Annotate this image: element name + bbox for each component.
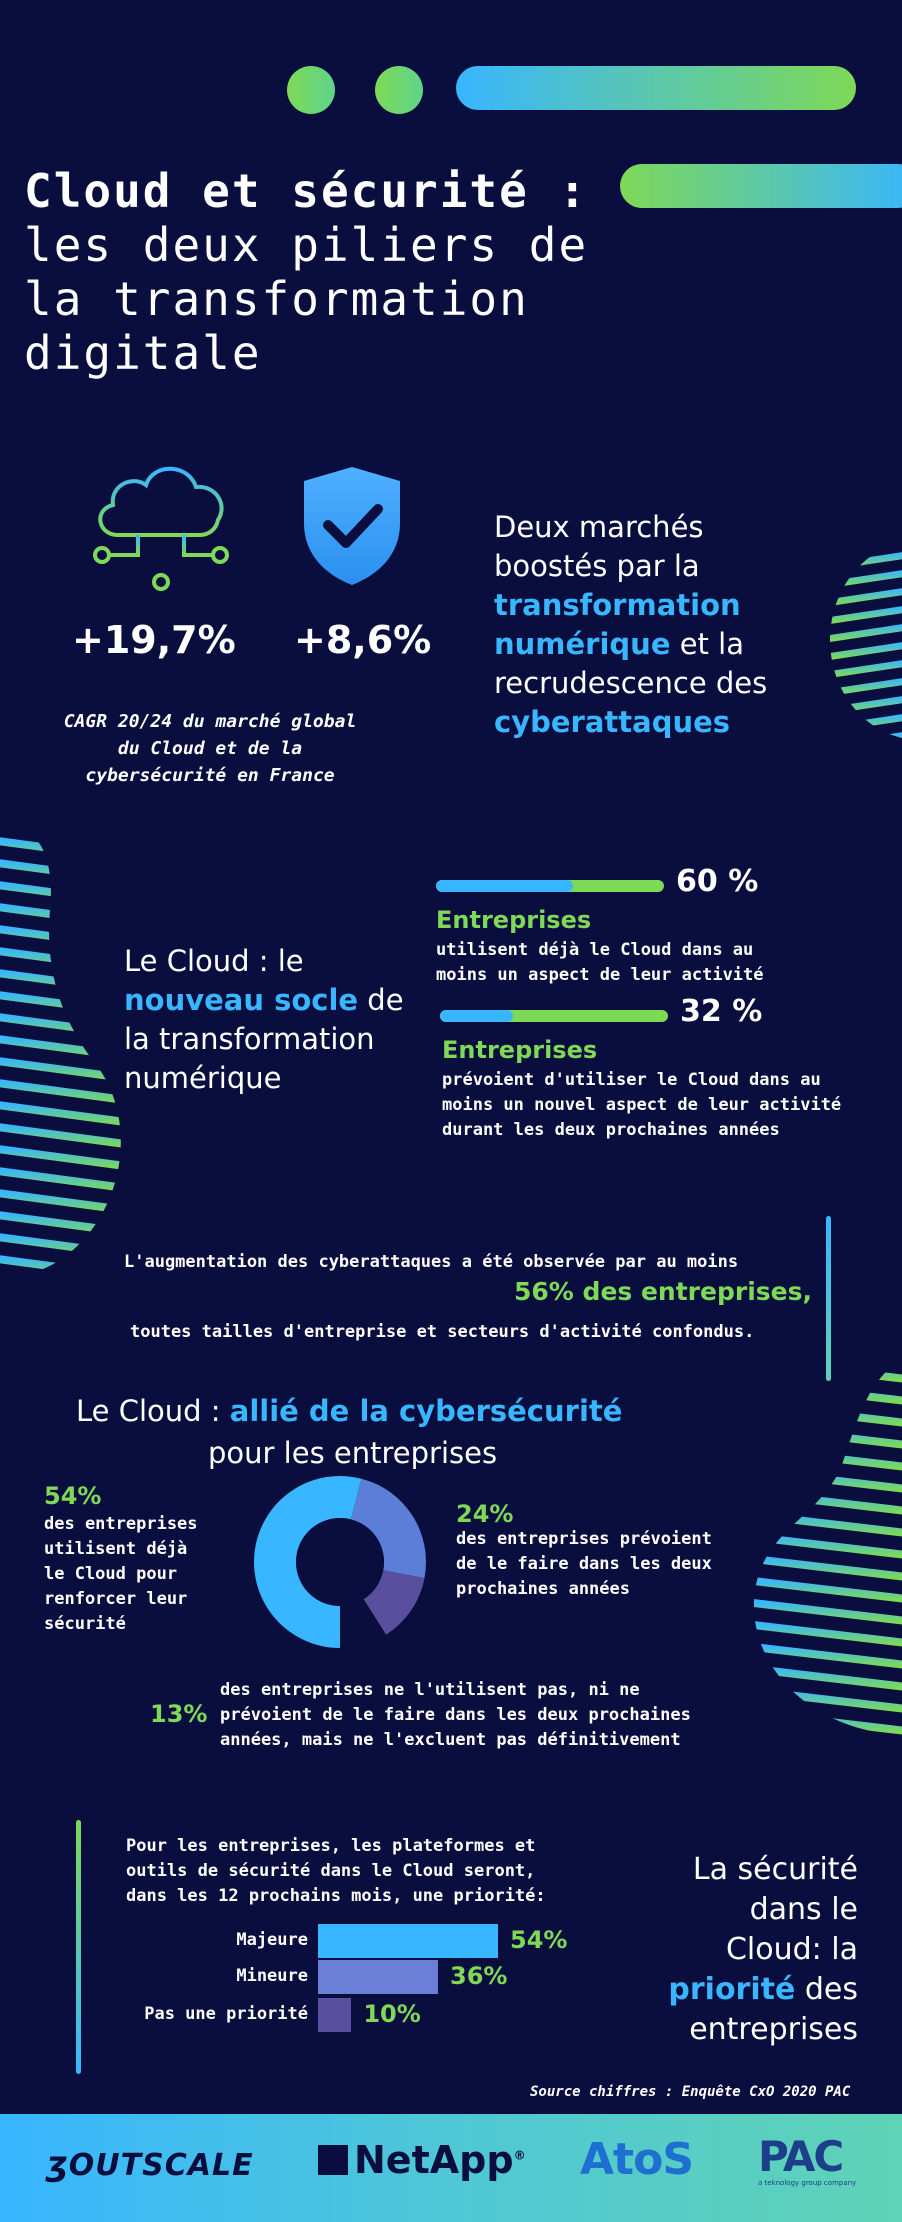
bar1-desc-line-2: moins un aspect de leur activité <box>436 965 764 985</box>
donut-left-desc-4: renforcer leur <box>44 1589 188 1609</box>
bar2-title: Entreprises <box>442 1036 598 1064</box>
priority-side-text <box>640 1850 858 2050</box>
markets-text-line-2 <box>494 547 767 586</box>
cloud-socle-line-2-rest: de <box>358 983 404 1017</box>
priority-category-label: Pas une priorité <box>144 2004 308 2024</box>
cagr-caption-line-1: CAGR 20/24 du marché global <box>63 711 357 732</box>
bar1-desc-line-1: utilisent déjà le Cloud dans au <box>436 940 754 960</box>
donut-bottom-desc-2: prévoient de le faire dans les deux prochaines <box>220 1705 691 1725</box>
priority-bar <box>318 1998 351 2032</box>
priority-side-line-4-part-1: priorité <box>668 1972 796 2007</box>
priority-bar <box>318 1924 498 1958</box>
priority-bar-value: 36% <box>450 1962 508 1990</box>
priority-side-line-3 <box>640 1930 858 1970</box>
cyberattacks-line-1: L'augmentation des cyberattaques a été observée par au moins <box>124 1252 739 1272</box>
progress-fill-32 <box>440 1010 513 1022</box>
priority-intro <box>126 1834 546 1909</box>
priority-side-line-1-part-1: La sécurité <box>692 1852 858 1887</box>
markets-text-line-2-part-1: boostés par la <box>494 549 700 583</box>
priority-side-line-4 <box>640 1970 858 2010</box>
progress-fill-60 <box>436 880 573 892</box>
donut-left-pct: 54% <box>44 1482 102 1510</box>
priority-side-line-5 <box>640 2010 858 2050</box>
priority-divider <box>76 1820 81 2074</box>
cyberattacks-highlight: 56% des entreprises, <box>514 1277 812 1306</box>
pac-logo <box>758 2132 856 2187</box>
page-title-line-1: les deux piliers de <box>24 218 589 272</box>
donut-right-desc-1: des entreprises prévoient <box>456 1529 712 1549</box>
decorative-stripes-right-top <box>830 540 902 740</box>
priority-intro-1: Pour les entreprises, les plateformes et <box>126 1836 536 1856</box>
atos-logo: AtoS <box>580 2134 694 2185</box>
cagr-caption-line-2: du Cloud et de la <box>117 738 303 759</box>
markets-text-line-4 <box>494 625 767 664</box>
donut-left-desc-1: des entreprises <box>44 1514 198 1534</box>
donut-bottom-desc-3: années, mais ne l'excluent pas définitivement <box>220 1730 681 1750</box>
ally-subheading: pour les entreprises <box>208 1436 498 1470</box>
progress-bar-60 <box>436 880 664 892</box>
netapp-n-icon <box>318 2145 348 2175</box>
shield-check-icon <box>300 465 404 587</box>
priority-bar <box>318 1960 438 1994</box>
decorative-stripes-left <box>0 820 130 1280</box>
markets-text-line-1-part-1: Deux marchés <box>494 510 704 544</box>
markets-text-line-5-part-1: recrudescence des <box>494 666 768 700</box>
markets-text-line-6 <box>494 703 767 742</box>
cagr-caption <box>50 708 370 789</box>
priority-side-line-1 <box>640 1850 858 1890</box>
cloud-socle-line-1: Le Cloud : le <box>124 944 304 978</box>
ally-heading-white: Le Cloud : <box>76 1394 230 1428</box>
donut-chart <box>252 1474 428 1650</box>
bar2-desc <box>442 1068 841 1143</box>
page-title-line-3: digitale <box>24 326 262 380</box>
priority-category-label: Majeure <box>236 1930 308 1950</box>
outscale-3ds-icon: ʒ <box>46 2144 69 2184</box>
donut-right-pct: 24% <box>456 1500 514 1528</box>
netapp-registered-icon: ® <box>513 2148 526 2163</box>
priority-intro-2: outils de sécurité dans le Cloud seront, <box>126 1861 536 1881</box>
markets-text-line-6-part-1: cyberattaques <box>494 705 731 739</box>
priority-bar-value: 54% <box>510 1926 568 1954</box>
netapp-logo <box>318 2138 526 2182</box>
donut-bottom-desc-1: des entreprises ne l'utilisent pas, ni ne <box>220 1680 640 1700</box>
priority-side-line-2-part-1: dans le <box>749 1892 858 1927</box>
priority-side-line-3-part-1: Cloud: la <box>725 1932 858 1967</box>
donut-right-desc-3: prochaines années <box>456 1579 630 1599</box>
markets-text-line-3-part-1: transformation <box>494 588 741 622</box>
donut-right-desc <box>456 1527 712 1602</box>
donut-left-desc-3: le Cloud pour <box>44 1564 178 1584</box>
ally-heading-blue: allié de la cybersécurité <box>229 1394 623 1428</box>
security-growth-value: +8,6% <box>294 618 432 662</box>
ally-heading <box>76 1394 622 1428</box>
header-pill-title <box>620 164 902 208</box>
netapp-logo-text: NetApp <box>354 2138 514 2182</box>
outscale-logo <box>46 2144 254 2184</box>
header-pill-top <box>456 66 856 110</box>
page-title-bold: Cloud et sécurité : <box>24 164 589 218</box>
page-title-line-2: la transformation <box>24 272 529 326</box>
markets-text-line-1 <box>494 508 767 547</box>
donut-left-desc <box>44 1512 198 1637</box>
pac-logo-text: PAC <box>758 2132 843 2181</box>
page-title <box>24 164 588 380</box>
bar1-desc <box>436 938 764 988</box>
donut-right-desc-2: de le faire dans les deux <box>456 1554 712 1574</box>
markets-text-line-4-part-2: et la <box>670 627 744 661</box>
donut-left-desc-5: sécurité <box>44 1614 126 1634</box>
cloud-network-icon <box>88 455 234 595</box>
decorative-stripes-right-bottom <box>745 1360 902 1740</box>
bar2-desc-line-3: durant les deux prochaines années <box>442 1120 780 1140</box>
markets-text-line-5 <box>494 664 767 703</box>
cloud-socle-highlight: nouveau socle <box>124 983 359 1017</box>
source-note: Source chiffres : Enquête CxO 2020 PAC <box>530 2084 851 2100</box>
donut-bottom-desc <box>220 1678 691 1753</box>
markets-text-line-3 <box>494 586 767 625</box>
header-dot-2 <box>375 66 423 114</box>
markets-text <box>494 508 767 742</box>
bar2-desc-line-1: prévoient d'utiliser le Cloud dans au <box>442 1070 821 1090</box>
markets-text-line-4-part-1: numérique <box>494 627 671 661</box>
cloud-growth-value: +19,7% <box>72 618 236 662</box>
donut-left-desc-2: utilisent déjà <box>44 1539 188 1559</box>
pac-tagline: a teknology group company <box>758 2179 857 2187</box>
priority-side-line-5-part-1: entreprises <box>689 2012 858 2047</box>
cloud-socle-heading <box>124 942 404 1098</box>
cagr-caption-line-3: cybersécurité en France <box>85 765 335 786</box>
bar2-percent: 32 % <box>680 994 763 1029</box>
outscale-logo-text: OUTSCALE <box>68 2148 254 2183</box>
donut-hole <box>296 1518 384 1606</box>
priority-side-line-4-part-2: des <box>795 1972 858 2007</box>
priority-bar-value: 10% <box>363 2000 421 2028</box>
footer-logos-bar <box>0 2114 902 2222</box>
donut-bottom-pct: 13% <box>150 1700 208 1728</box>
priority-intro-3: dans les 12 prochains mois, une priorité: <box>126 1886 546 1906</box>
progress-bar-32 <box>440 1010 668 1022</box>
cyberattacks-divider <box>826 1216 831 1381</box>
priority-category-label: Mineure <box>236 1966 308 1986</box>
bar2-desc-line-2: moins un nouvel aspect de leur activité <box>442 1095 842 1115</box>
cloud-socle-line-3: la transformation <box>124 1022 375 1056</box>
bar1-percent: 60 % <box>676 864 759 899</box>
cyberattacks-line-3: toutes tailles d'entreprise et secteurs d'activité confondus. <box>130 1322 755 1342</box>
bar1-title: Entreprises <box>436 906 592 934</box>
cloud-socle-line-4: numérique <box>124 1061 282 1095</box>
priority-side-line-2 <box>640 1890 858 1930</box>
header-dot-1 <box>287 66 335 114</box>
